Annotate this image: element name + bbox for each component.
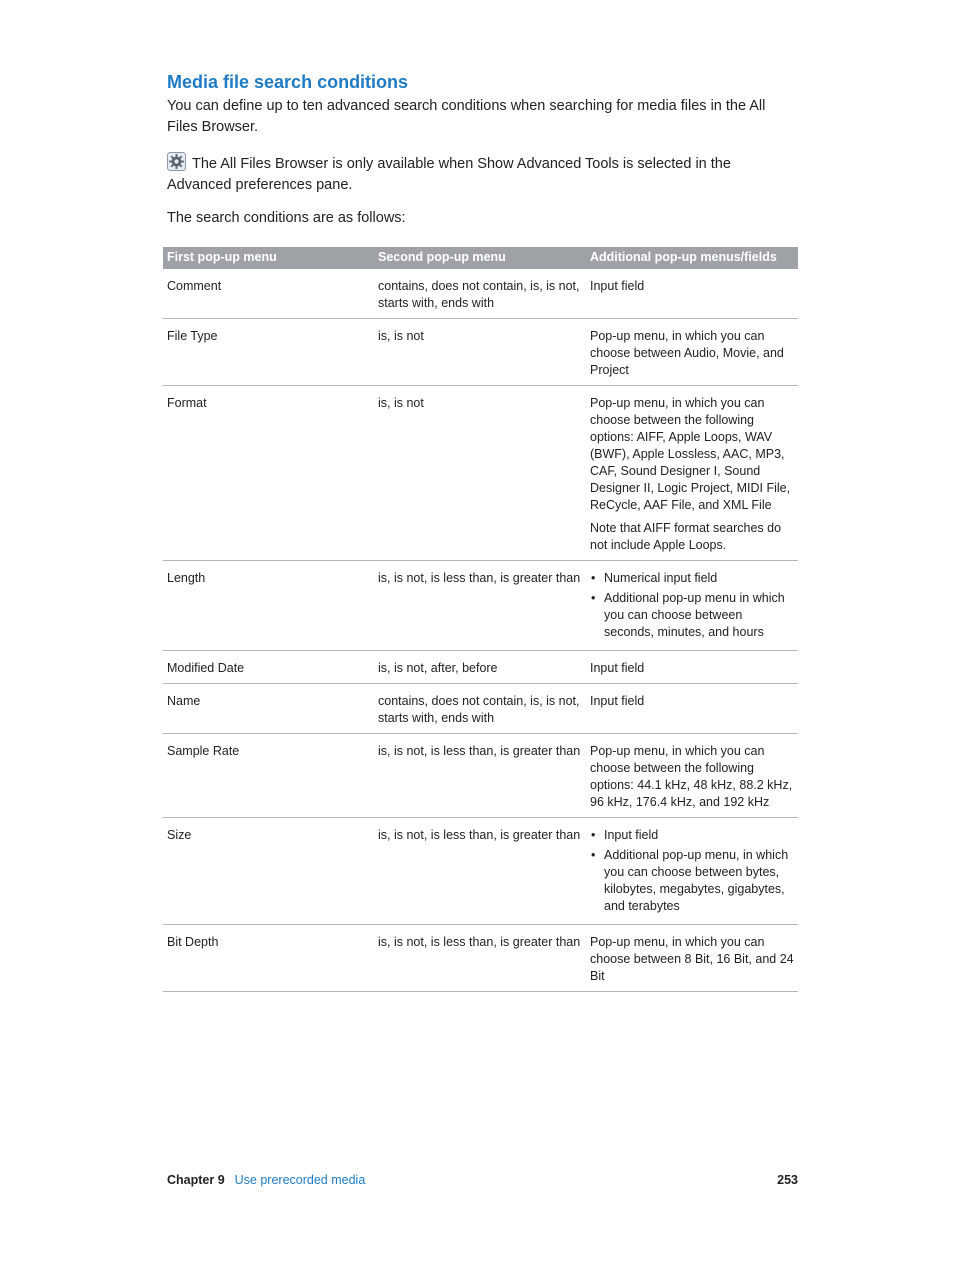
table-cell: Sample Rate <box>163 734 374 818</box>
bullet-item: • Additional pop-up menu, in which you can choose between bytes, kilobytes, megabytes, gigabytes, and terabytes <box>590 847 794 915</box>
table-header-row <box>163 247 798 269</box>
intro-paragraph: You can define up to ten advanced search conditions when searching for media files in the All Files Browser. <box>167 98 766 135</box>
table-cell: Length <box>163 561 374 651</box>
table-row <box>163 386 798 561</box>
table-cell: Pop-up menu, in which you can choose between 8 Bit, 16 Bit, and 24 Bit <box>586 925 798 992</box>
lead-in-paragraph: The search conditions are as follows: <box>167 210 406 226</box>
table-row <box>163 651 798 684</box>
table-row <box>163 925 798 992</box>
table-row <box>163 561 798 651</box>
table-cell <box>586 561 798 651</box>
table-cell: Input field <box>586 651 798 684</box>
column-header: Additional pop-up menus/fields <box>586 247 798 269</box>
bullet-item: • Additional pop-up menu in which you can choose between seconds, minutes, and hours <box>590 590 794 641</box>
table-cell: is, is not, is less than, is greater than <box>374 561 586 651</box>
table-cell: Modified Date <box>163 651 374 684</box>
table-row <box>163 734 798 818</box>
table-row <box>163 818 798 925</box>
section-title: Media file search conditions <box>167 72 409 92</box>
table-cell: Name <box>163 684 374 734</box>
bullet-item: • Numerical input field <box>590 570 794 587</box>
table-cell: Size <box>163 818 374 925</box>
table-cell: Input field <box>586 269 798 319</box>
bullet-item: • Input field <box>590 827 794 844</box>
chapter-title-link[interactable]: Use prerecorded media <box>234 1173 366 1187</box>
column-header: First pop-up menu <box>163 247 374 269</box>
table-cell: Pop-up menu, in which you can choose between Audio, Movie, and Project <box>586 319 798 386</box>
table-cell: File Type <box>163 319 374 386</box>
note-text: The All Files Browser is only available when Show Advanced Tools is selected in the Advanced preferences pane. <box>167 156 731 193</box>
page-number: 253 <box>777 1173 798 1187</box>
table-cell: is, is not, is less than, is greater than <box>374 734 586 818</box>
table-cell: Input field <box>586 684 798 734</box>
table-cell <box>586 818 798 925</box>
table-cell: is, is not <box>374 319 586 386</box>
table-cell: Bit Depth <box>163 925 374 992</box>
table-row <box>163 269 798 319</box>
cell-note: Note that AIFF format searches do not include Apple Loops. <box>590 521 782 552</box>
chapter-label: Chapter 9 <box>167 1173 225 1187</box>
table-cell <box>586 386 798 561</box>
search-conditions-table <box>163 247 798 992</box>
gear-icon <box>167 152 186 171</box>
table-cell: Format <box>163 386 374 561</box>
table-cell: is, is not, is less than, is greater than <box>374 925 586 992</box>
bullet-list <box>590 827 794 915</box>
table-row <box>163 319 798 386</box>
cell-text: Pop-up menu, in which you can choose between the following options: AIFF, Apple Loops, WAV (BWF), Apple Lossless, AAC, MP3, CAF, Sound Designer I, Sound Designer II, Logic Project, MIDI File, ReCycle, AAF File, and XML File <box>590 396 791 512</box>
table-cell: contains, does not contain, is, is not, starts with, ends with <box>374 269 586 319</box>
table-cell: Pop-up menu, in which you can choose between the following options: 44.1 kHz, 48 kHz, 88.2 kHz, 96 kHz, 176.4 kHz, and 192 kHz <box>586 734 798 818</box>
table-cell: is, is not, is less than, is greater than <box>374 818 586 925</box>
page-footer <box>167 1173 798 1187</box>
table-cell: is, is not <box>374 386 586 561</box>
note-paragraph <box>167 152 787 196</box>
table-cell: Comment <box>163 269 374 319</box>
column-header: Second pop-up menu <box>374 247 586 269</box>
table-cell: contains, does not contain, is, is not, starts with, ends with <box>374 684 586 734</box>
bullet-list <box>590 570 794 641</box>
table-row <box>163 684 798 734</box>
table-cell: is, is not, after, before <box>374 651 586 684</box>
